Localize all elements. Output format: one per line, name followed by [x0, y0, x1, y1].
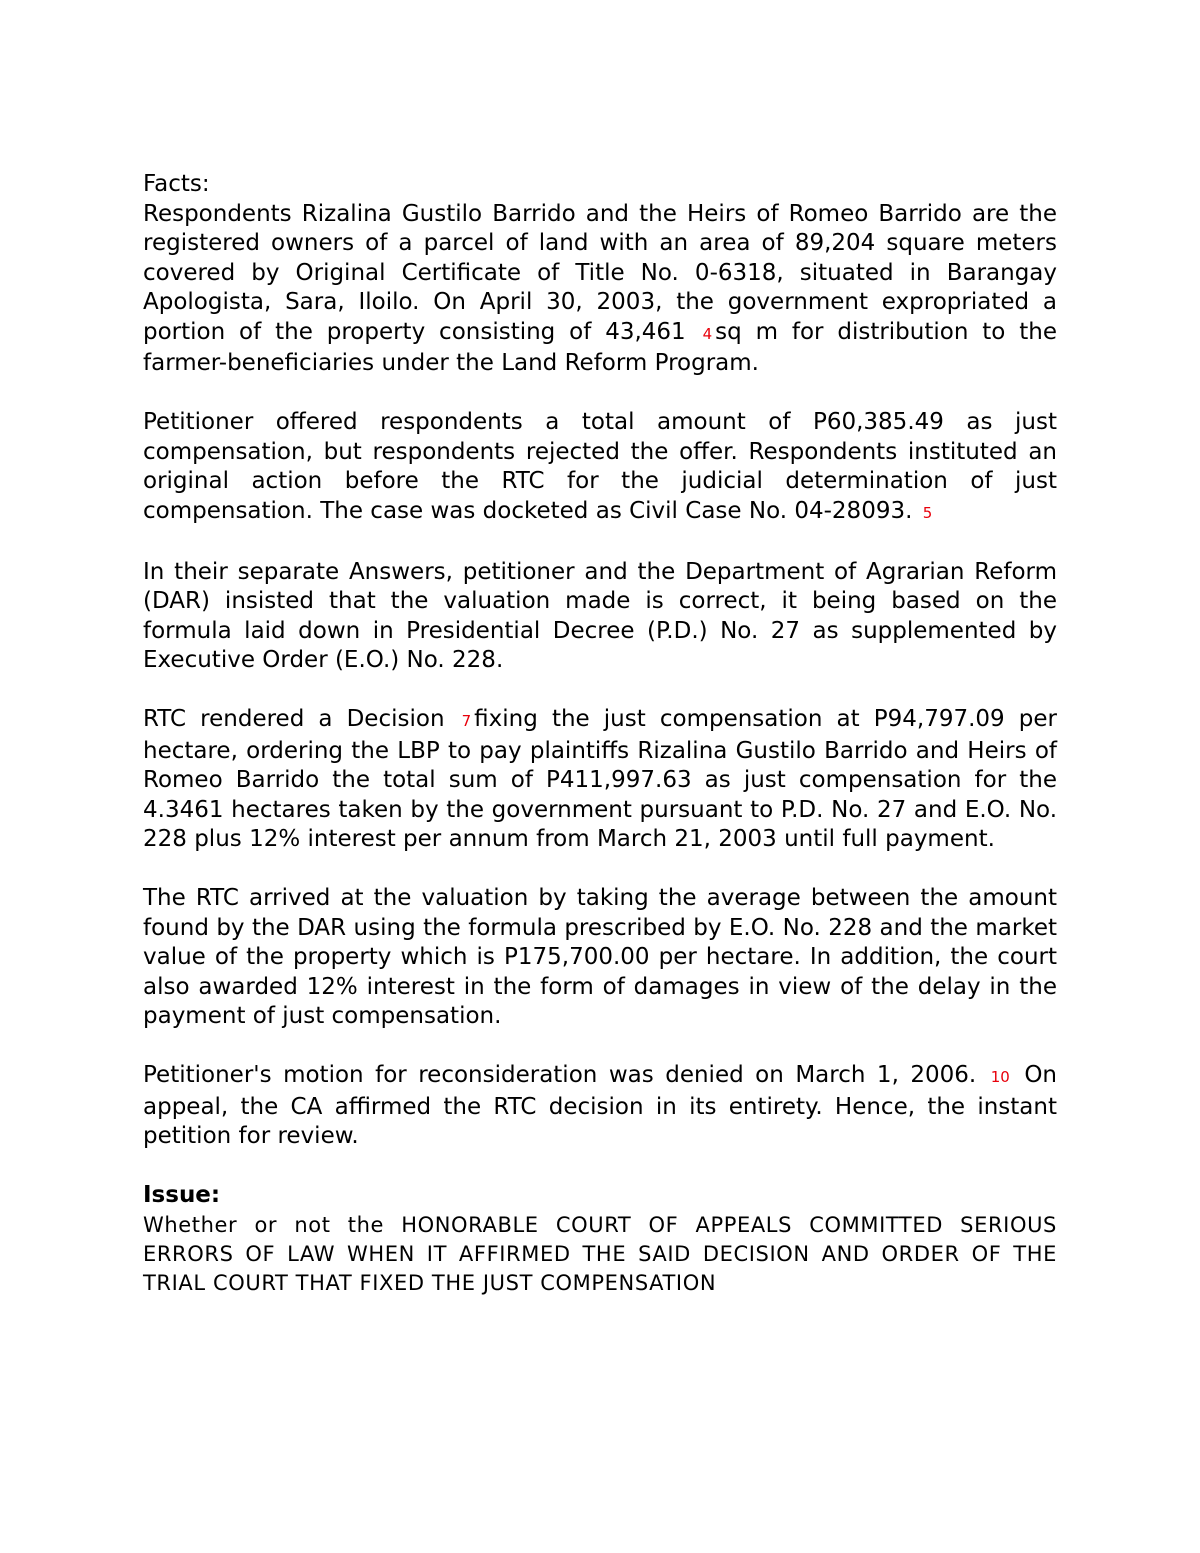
facts-paragraph-4: [143, 705, 1057, 855]
paragraph-text: In their separate Answers, petitioner and the Department of Agrarian Reform (DAR) insisted that the valuation made is correct, it being based on the formula laid down in Presidential Decree (P.D.) No. 27 as supplemented by Executive Order (E.O.) No. 228.: [143, 558, 1057, 673]
issue-heading: Issue:: [143, 1182, 221, 1208]
footnote-marker-7[interactable]: 7: [461, 712, 472, 730]
footnote-marker-10[interactable]: 10: [990, 1068, 1010, 1086]
facts-paragraph-3: [143, 558, 1057, 676]
paragraph-text: RTC rendered a Decision: [143, 706, 445, 732]
facts-paragraph-2: [143, 408, 1057, 528]
paragraph-text: sq m for distribution to the farmer-beneficiaries under the Land Reform Program.: [143, 318, 1057, 376]
issue-paragraph: Whether or not the HONORABLE COURT OF APPEALS COMMITTED SERIOUS ERRORS OF LAW WHEN IT AFFIRMED THE SAID DECISION AND ORDER OF THE TRIAL COURT THAT FIXED THE JUST COMPENSATION: [143, 1212, 1057, 1295]
facts-paragraph-1: [143, 200, 1057, 379]
document-page: [143, 170, 1057, 1298]
footnote-marker-4[interactable]: 4: [702, 324, 713, 343]
paragraph-text: Petitioner offered respondents a total amount of P60,385.49 as just compensation, but respondents rejected the offer. Respondents instituted an original action before the RTC for the judicial determination of just compensation. The case was docketed as Civil Case No. 04-28093.: [143, 409, 1057, 524]
facts-label: Facts:: [143, 171, 210, 197]
paragraph-text: On appeal, the CA affirmed the RTC decision in its entirety. Hence, the instant petition for review.: [143, 1062, 1057, 1149]
paragraph-text: The RTC arrived at the valuation by taking the average between the amount found by the DAR using the formula prescribed by E.O. No. 228 and the market value of the property which is P175,700.00 per hectare. In addition, the court also awarded 12% interest in the form of damages in view of the delay in the payment of just compensation.: [143, 885, 1057, 1029]
facts-paragraph-6: [143, 1061, 1057, 1152]
footnote-marker-5[interactable]: 5: [922, 503, 933, 522]
paragraph-text: fixing the just compensation at P94,797.09 per hectare, ordering the LBP to pay plaintiffs Rizalina Gustilo Barrido and Heirs of Romeo Barrido the total sum of P411,997.63 as just compensation for the 4.3461 hectares taken by the government pursuant to P.D. No. 27 and E.O. No. 228 plus 12% interest per annum from March 21, 2003 until full payment.: [143, 706, 1057, 852]
facts-paragraph-5: [143, 884, 1057, 1032]
paragraph-text: Petitioner's motion for reconsideration was denied on March 1, 2006.: [143, 1062, 977, 1088]
paragraph-text: Respondents Rizalina Gustilo Barrido and the Heirs of Romeo Barrido are the registered owners of a parcel of land with an area of 89,204 square meters covered by Original Certificate of Title No. 0-6318, situated in Barangay Apologista, Sara, Iloilo. On April 30, 2003, the government expropriated a portion of the property consisting of 43,461: [143, 200, 1057, 345]
